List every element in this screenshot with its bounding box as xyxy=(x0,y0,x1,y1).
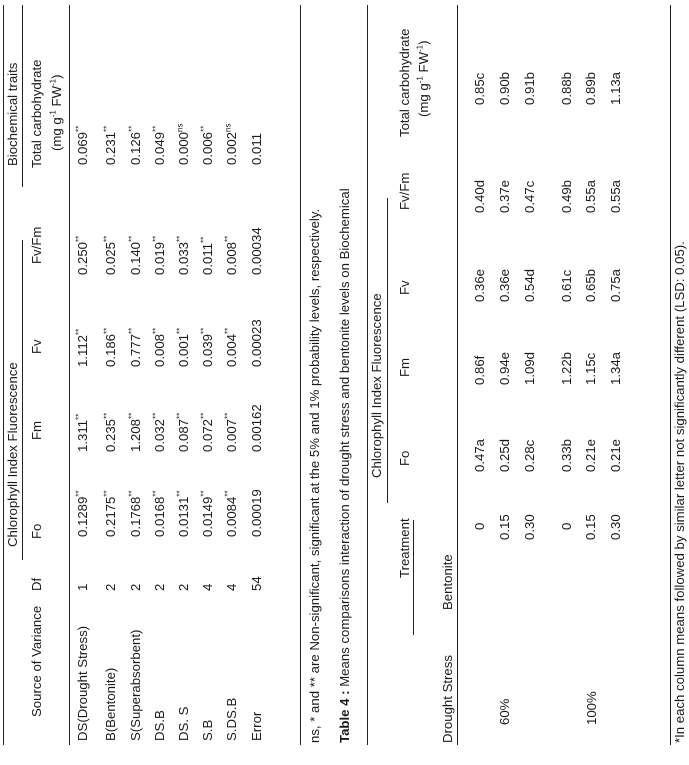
table3-cell-fv: 0.039** xyxy=(199,327,215,367)
table3-cell-fo: 0.1289** xyxy=(74,490,90,537)
table3-cell-fv: 0.186** xyxy=(102,327,118,367)
table4-col-fm: Fm xyxy=(397,357,412,377)
table4-cell-fo: 0.21e xyxy=(583,438,598,472)
table4-cell-carb: 0.88b xyxy=(559,71,574,105)
table3-cell-carb: $0.000^{ns}$ xyxy=(175,123,191,165)
table3-col-carb: Total carbohydrate xyxy=(29,59,44,168)
table4-bottom-rule xyxy=(670,5,671,745)
table3-cell-source: DS(Drought Stress) xyxy=(75,625,90,741)
table4-cell-fm: 1.15c xyxy=(583,352,598,385)
table4-cell-fm: 1.34a xyxy=(608,351,623,385)
table4-footnote: *In each column means followed by similar letter not significantly different (LSD: 0.05). xyxy=(672,241,687,743)
table4-cell-fv: 0.61c xyxy=(559,269,574,302)
table3-cell-fvfm: 0.140** xyxy=(127,235,143,275)
table3-cell-fo: 0.0168** xyxy=(151,490,167,537)
table3-cell-df: 2 xyxy=(128,583,143,591)
table3-cell-fo: 0.00019 xyxy=(249,489,264,537)
table3-cell-fvfm: 0.250** xyxy=(74,235,90,275)
table4-caption-label: Table 4 : xyxy=(337,690,352,743)
table4-cell-drought: 100% xyxy=(584,691,599,725)
table3-cell-source: B(Bentonite) xyxy=(103,667,118,741)
table4-col-drought: Drought Stress xyxy=(440,655,455,743)
table4-caption-text: Means comparisons interaction of drought stress and bentonite levels on Biochemical xyxy=(337,188,352,691)
table4-col-fo: Fo xyxy=(397,450,412,466)
table3-col-fv: Fv xyxy=(29,339,44,354)
table3-cell-df: 2 xyxy=(103,583,118,591)
table3-cell-df: 54 xyxy=(249,576,264,591)
table3-cell-source: S.B xyxy=(200,719,215,741)
table3-subheader-rule-right xyxy=(22,5,23,187)
table3-cell-fm: 1.311** xyxy=(74,413,90,452)
table3-cell-fv: 0.001** xyxy=(175,327,191,367)
table3-cell-fm: 0.00162 xyxy=(249,404,264,452)
table4-cell-fo: 0.33b xyxy=(559,438,574,472)
table3-cell-fv: 0.777** xyxy=(127,327,143,367)
table3-bottom-rule xyxy=(300,5,301,745)
table4-cell-fm: 0.86f xyxy=(472,355,487,385)
table4-cell-fvfm: 0.55a xyxy=(583,179,598,213)
table4-cell-carb: 1.13a xyxy=(608,71,623,105)
table4-treatment-rule xyxy=(413,520,414,635)
table4-cell-fvfm: 0.40d xyxy=(472,179,487,213)
table4-col-carb: Total carbohydrate xyxy=(397,28,412,137)
table3-cell-source: DS. S xyxy=(176,706,191,741)
table4-cell-bentonite: 0 xyxy=(559,522,574,530)
table3-col-fm: Fm xyxy=(29,420,44,440)
table3-cell-source: S(Superabsorbent) xyxy=(128,629,143,741)
table3-cell-df: 4 xyxy=(200,583,215,591)
table3-cell-carb: $0.002^{ns}$ xyxy=(223,123,239,165)
table3-cell-fo: 0.0149** xyxy=(199,490,215,537)
table3-cell-source: S.DS.B xyxy=(224,697,239,741)
table3-cell-fvfm: 0.019** xyxy=(151,235,167,275)
table3-cell-fm: 1.208** xyxy=(127,412,143,452)
table3-cell-fm: 0.072** xyxy=(199,412,215,452)
table4-cell-fvfm: 0.49b xyxy=(559,179,574,213)
table3-cell-carb: 0.126** xyxy=(127,125,143,165)
table4-cell-fv: 0.75a xyxy=(608,268,623,302)
table4-col-treatment: Treatment xyxy=(397,518,412,578)
table3-cell-fm: 0.087** xyxy=(175,412,191,452)
table4-cell-fm: 1.09d xyxy=(522,351,537,385)
table4-cell-bentonite: 0.30 xyxy=(522,514,537,540)
table4-col-fv: Fv xyxy=(397,280,412,295)
table3-cell-df: 1 xyxy=(75,583,90,591)
table4-cell-fvfm: 0.37e xyxy=(497,179,512,213)
table3-cell-fv: 0.00023 xyxy=(249,319,264,367)
table4-cell-fm: 0.94e xyxy=(497,351,512,385)
table3-top-rule xyxy=(3,5,4,745)
table3-cell-carb: 0.231** xyxy=(102,125,118,165)
table4-cell-carb: 0.85c xyxy=(472,72,487,105)
table4-cell-carb: 0.90b xyxy=(497,71,512,105)
table4-cell-carb: 0.91b xyxy=(522,71,537,105)
table3-cell-source: DS.B xyxy=(152,710,167,741)
table4-cell-drought: 60% xyxy=(497,698,512,725)
table3-col-carb-unit: (mg $g^{-1}$ $FW^{-1}$) xyxy=(48,74,64,151)
table3-cell-fv: 0.004** xyxy=(223,327,239,367)
table4-cell-fo: 0.25d xyxy=(497,438,512,472)
table3-footnote: ns, * and ** are Non-significant, significant at the 5% and 1% probability levels, respectively. xyxy=(307,208,322,743)
table3-cell-carb: 0.069** xyxy=(74,125,90,165)
table3-col-fvfm: Fv/Fm xyxy=(29,226,44,264)
table3-cell-carb: 0.006** xyxy=(199,125,215,165)
table4-cell-fv: 0.36e xyxy=(472,268,487,302)
table3-cell-fo: 0.0084** xyxy=(223,490,239,537)
table3-col-source: Source of Variance xyxy=(29,605,44,717)
table3-cell-fo: 0.1768** xyxy=(127,490,143,537)
table3-cell-carb: 0.011 xyxy=(249,132,264,165)
table3-cell-df: 2 xyxy=(176,583,191,591)
table4-col-fvfm: Fv/Fm xyxy=(397,172,412,210)
table3-cell-fo: 0.0131** xyxy=(175,490,191,537)
table4-cell-bentonite: 0.30 xyxy=(608,514,623,540)
table3-col-fo: Fo xyxy=(29,523,44,539)
table3-cell-df: 2 xyxy=(152,583,167,591)
table3-cell-fvfm: 0.011** xyxy=(199,236,215,275)
table3-cell-fv: 1.112** xyxy=(74,328,90,367)
table4-cell-bentonite: 0.15 xyxy=(583,514,598,540)
table3-cell-fm: 0.032** xyxy=(151,412,167,452)
table3-cell-fm: 0.235** xyxy=(102,412,118,452)
table4-cell-fv: 0.65b xyxy=(583,268,598,302)
table4-cell-fo: 0.47a xyxy=(472,438,487,472)
table3-header-biochemical: Biochemical traits xyxy=(5,62,20,166)
table3-cell-fvfm: 0.008** xyxy=(223,235,239,275)
table4-cell-fm: 1.22b xyxy=(559,351,574,385)
table3-cell-source: Error xyxy=(249,711,264,741)
table4-cell-fv: 0.36e xyxy=(497,268,512,302)
table3-cell-fm: 0.007** xyxy=(223,412,239,452)
table4-cell-bentonite: 0 xyxy=(472,522,487,530)
table3-cell-fv: 0.008** xyxy=(151,327,167,367)
table4-cell-carb: 0.89b xyxy=(583,71,598,105)
table3-cell-carb: 0.049** xyxy=(151,125,167,165)
table4-cell-fo: 0.28c xyxy=(522,439,537,472)
table3-cell-fvfm: 0.00034 xyxy=(249,227,264,275)
table3-col-df: Df xyxy=(29,577,44,591)
table3-subheader-rule xyxy=(22,240,23,560)
table4-cell-fv: 0.54d xyxy=(522,268,537,302)
table4-header-bottom-rule xyxy=(457,5,458,745)
table3-header-chlorophyll: Chlorophyll Index Fluorescence xyxy=(5,362,20,547)
table4-top-rule xyxy=(367,5,368,745)
table4-subheader-rule xyxy=(387,198,388,503)
table3-cell-fo: 0.2175** xyxy=(102,490,118,537)
table4-col-carb-unit: (mg $g^{-1}$ $FW^{-1}$) xyxy=(415,40,431,117)
table4-header-chlorophyll: Chlorophyll Index Fluorescence xyxy=(369,293,384,478)
table4-cell-fo: 0.21e xyxy=(608,438,623,472)
table4-col-bentonite: Bentonite xyxy=(440,554,455,610)
table4-cell-fvfm: 0.55a xyxy=(608,179,623,213)
table3-cell-fvfm: 0.025** xyxy=(102,235,118,275)
table4-cell-fvfm: 0.47c xyxy=(522,180,537,213)
table3-header-bottom-rule xyxy=(69,5,70,745)
table3-cell-df: 4 xyxy=(224,583,239,591)
table3-cell-fvfm: 0.033** xyxy=(175,235,191,275)
table4-caption xyxy=(337,188,352,743)
table4-cell-bentonite: 0.15 xyxy=(497,514,512,540)
